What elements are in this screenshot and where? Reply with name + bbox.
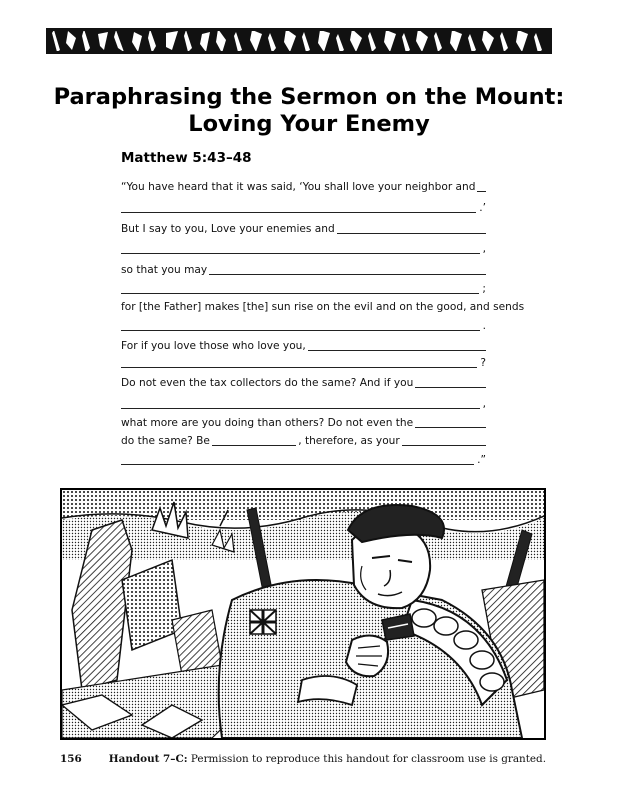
worksheet-punctuation: . (482, 320, 486, 332)
worksheet-text: so that you may (121, 264, 208, 276)
worksheet-text: for [the Father] makes [the] sun rise on the evil and on the good, and sends (121, 301, 525, 313)
worksheet-line-4 (121, 239, 486, 255)
worksheet-punctuation: .’ (479, 202, 486, 214)
worksheet-punctuation: , (482, 243, 486, 255)
fill-in-blank[interactable] (121, 357, 477, 368)
fill-in-blank[interactable] (402, 435, 486, 446)
worksheet-line-13 (121, 413, 486, 429)
worksheet-line-1 (121, 177, 486, 193)
fill-in-blank[interactable] (121, 283, 479, 294)
fill-in-blank[interactable] (121, 454, 474, 465)
worksheet-line-10 (121, 353, 486, 369)
worksheet-text: But I say to you, Love your enemies and (121, 223, 335, 235)
worksheet-line-3 (121, 219, 486, 235)
worksheet-text: , therefore, as your (298, 435, 400, 447)
worksheet-text: Do not even the tax collectors do the same? And if you (121, 377, 414, 389)
worksheet-line-12 (121, 394, 486, 410)
fill-in-blank[interactable] (121, 202, 476, 213)
decorative-banner (46, 28, 552, 54)
worksheet-text: For if you love those who love you, (121, 340, 306, 352)
worksheet-punctuation: , (482, 398, 486, 410)
worksheet-text: what more are you doing than others? Do not even the (121, 417, 414, 429)
page-footer (60, 753, 546, 767)
worksheet-line-2 (121, 198, 486, 214)
worksheet-line-9 (121, 336, 486, 352)
page-title-line-2: Loving Your Enemy (188, 111, 430, 137)
page-title (40, 84, 578, 138)
soldier-illustration (60, 488, 546, 740)
worksheet-line-15 (121, 450, 486, 466)
worksheet-punctuation: .” (477, 454, 486, 466)
fill-in-blank[interactable] (415, 377, 486, 388)
worksheet-punctuation: ? (480, 357, 486, 369)
worksheet-line-11 (121, 373, 486, 389)
worksheet-line-5 (121, 260, 486, 276)
fill-in-blank[interactable] (308, 340, 486, 351)
fill-in-blank[interactable] (477, 181, 486, 192)
handout-text: Permission to reproduce this handout for classroom use is granted. (190, 753, 546, 765)
fill-in-blank[interactable] (121, 320, 480, 331)
scripture-reference: Matthew 5:43–48 (121, 150, 252, 166)
worksheet-line-14 (121, 431, 486, 447)
worksheet-punctuation: ; (482, 283, 486, 295)
handout-permission-note (109, 753, 546, 765)
worksheet-text: “You have heard that it was said, ‘You shall love your neighbor and (121, 181, 476, 193)
fill-in-blank[interactable] (212, 435, 296, 446)
fill-in-blank[interactable] (337, 223, 486, 234)
fill-in-blank[interactable] (209, 264, 486, 275)
fill-in-blank[interactable] (121, 243, 480, 254)
page-title-line-1: Paraphrasing the Sermon on the Mount: (53, 84, 565, 110)
fill-in-blank[interactable] (415, 417, 486, 428)
page-number: 156 (60, 753, 82, 765)
handout-label: Handout 7–C: (108, 753, 188, 765)
fill-in-blank[interactable] (121, 398, 480, 409)
worksheet-text: do the same? Be (121, 435, 210, 447)
worksheet-line-7 (121, 297, 525, 313)
worksheet-line-8 (121, 316, 486, 332)
soldier-comic-illustration-icon (62, 490, 544, 738)
worksheet-line-6 (121, 279, 486, 295)
